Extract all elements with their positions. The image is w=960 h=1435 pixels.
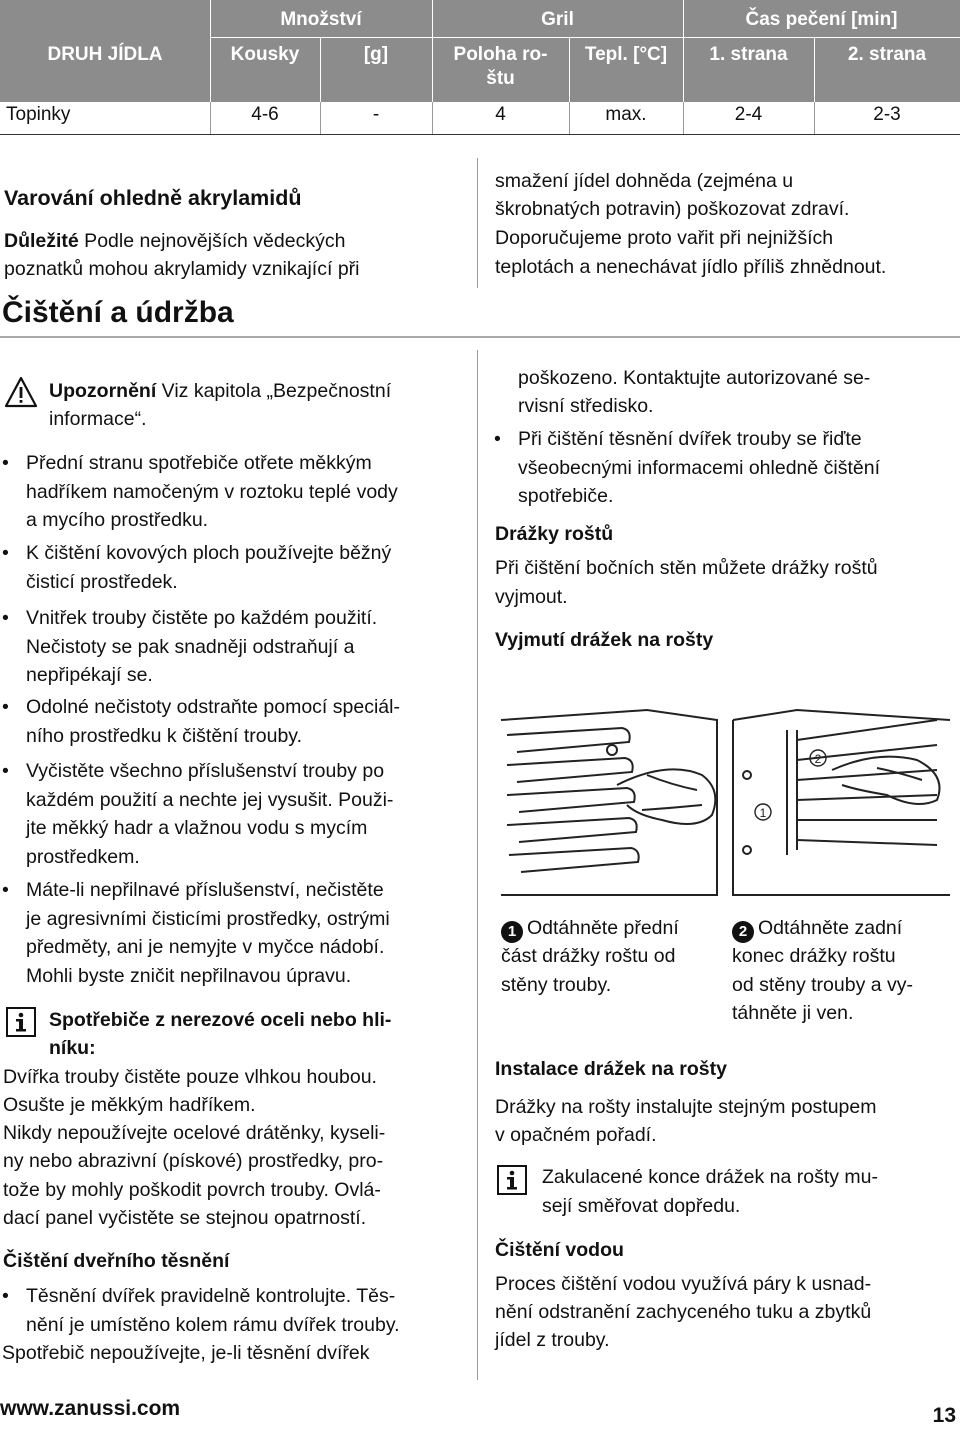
- table-divider: [210, 37, 960, 38]
- warning-icon: [4, 376, 38, 408]
- bullet-line: ního prostředku k čištění trouby.: [26, 724, 303, 747]
- seal-title: Čištění dveřního těsnění: [3, 1250, 230, 1272]
- step2-line1: [732, 914, 902, 943]
- header-strana1: 1. strana: [709, 44, 788, 65]
- table-bottom-rule: [0, 134, 960, 135]
- bullet-line: spotřebiče.: [518, 485, 614, 507]
- bullet-line: a mycího prostředku.: [26, 509, 209, 531]
- bullet-line: jte měkký hadr a vlažnou vodu s mycím: [26, 817, 368, 839]
- acrylamide-right-line4: teplotách a nenechávat jídlo příliš zhnědnout.: [495, 256, 887, 278]
- cell-g: -: [372, 104, 380, 125]
- bullet-line: • K čištění kovových ploch používejte běžný: [26, 542, 392, 564]
- water-line2: nění odstranění zachyceného tuku a zbytků: [495, 1301, 872, 1323]
- header-cas: Čas pečení [min]: [745, 9, 898, 30]
- water-line1: Proces čištění vodou využívá páry k usnad-: [495, 1273, 872, 1295]
- figure-label-2: 2: [814, 752, 822, 766]
- acrylamide-right-line2: škrobnatých potravin) poškozovat zdraví.: [495, 198, 850, 220]
- shelf-line1: Při čištění bočních stěn můžete drážky roštů: [495, 557, 878, 579]
- step1-line3: stěny trouby.: [501, 974, 612, 996]
- steel-line4: ny nebo abrazivní (pískové) prostředky, pro-: [3, 1150, 384, 1172]
- install-line2: v opačném pořadí.: [495, 1124, 657, 1146]
- bullet-line: nění je umístěno kolem rámu dvířek trouby.: [26, 1313, 400, 1336]
- figure-label-1: 1: [759, 806, 767, 820]
- shelf-title: Drážky roštů: [495, 523, 614, 545]
- bullet-line: • Vnitřek trouby čistěte po každém použití.: [26, 607, 378, 629]
- warning-text: Viz kapitola „Bezpečnostní: [156, 380, 392, 402]
- step2-line3: od stěny trouby a vy-: [732, 974, 914, 996]
- warning-line1: [49, 377, 391, 406]
- header-kousky: Kousky: [230, 44, 300, 65]
- right-p1-line2: rvisní středisko.: [518, 395, 654, 417]
- header-strana2: 2. strana: [847, 44, 927, 65]
- step1-line2: část drážky roštu od: [501, 945, 676, 967]
- bullet-line: nepřipékají se.: [26, 664, 153, 686]
- steel-line5: tože by mohly poškodit povrch trouby. Ovlá-: [3, 1179, 381, 1201]
- water-line3: jídel z trouby.: [495, 1329, 610, 1351]
- cooking-table: [0, 0, 960, 136]
- steel-line3: Nikdy nepoužívejte ocelové drátěnky, kyseli-: [3, 1122, 386, 1144]
- acrylamide-lead: Důležité: [4, 230, 79, 252]
- acrylamide-left-line1: [4, 227, 345, 256]
- header-g: [g]: [363, 44, 389, 65]
- header-druh: DRUH JÍDLA: [47, 44, 163, 65]
- bullet-line: Spotřebič nepoužívejte, je-li těsnění dvířek: [2, 1342, 370, 1364]
- water-title: Čištění vodou: [495, 1239, 624, 1261]
- header-mnozstvi: Množství: [280, 9, 362, 30]
- page-number: 13: [932, 1404, 956, 1427]
- info-line1: Zakulacené konce drážek na rošty mu-: [542, 1166, 878, 1188]
- cell-poloha: 4: [495, 104, 506, 125]
- acrylamide-left-text1: Podle nejnovějších vědeckých: [78, 230, 346, 252]
- footer-url[interactable]: www.zanussi.com: [0, 1397, 181, 1420]
- bullet-line: všeobecnými informacemi ohledně čištění: [518, 456, 881, 479]
- cell-tepl: max.: [605, 104, 647, 125]
- right-p1-line1: poškozeno. Kontaktujte autorizované se-: [518, 367, 871, 389]
- info-icon: [497, 1165, 527, 1195]
- section-rule: [0, 336, 960, 338]
- bullet-line: Nečistoty se pak snadněji odstraňují a: [26, 635, 355, 658]
- column-divider: [477, 350, 478, 1380]
- remove-title: Vyjmutí drážek na rošty: [495, 629, 714, 651]
- list-item: [518, 425, 880, 511]
- step2-line2: konec drážky roštu: [732, 945, 896, 967]
- install-line1: Drážky na rošty instalujte stejným postupem: [495, 1096, 877, 1118]
- acrylamide-right-line3: Doporučujeme proto vařit při nejnižších: [495, 227, 834, 249]
- list-item: [26, 539, 391, 596]
- step1-text1: Odtáhněte přední: [527, 917, 679, 939]
- column-divider: [477, 158, 478, 288]
- step1-line1: [501, 914, 679, 943]
- acrylamide-right-line1: smažení jídel dohněda (zejména u: [495, 170, 794, 192]
- steel-line2: Osušte je měkkým hadříkem.: [3, 1094, 256, 1116]
- list-item: [26, 604, 377, 690]
- bullet-line: • Těsnění dvířek pravidelně kontrolujte. Těs-: [26, 1285, 396, 1307]
- step2-text1: Odtáhněte zadní: [758, 917, 903, 939]
- warning-line2: informace“.: [49, 408, 147, 430]
- list-item: [2, 1282, 400, 1368]
- warning-label: Upozornění: [49, 380, 157, 402]
- bullet-line: každém použití a nechte jej vysušit. Použi-: [26, 788, 394, 811]
- steel-title-line1: Spotřebiče z nerezové oceli nebo hli-: [49, 1009, 392, 1031]
- cell-druh: Topinky: [6, 104, 71, 125]
- cell-kousky: 4-6: [251, 104, 279, 125]
- header-tepl: Tepl. [°C]: [584, 44, 668, 65]
- list-item: [26, 757, 393, 871]
- cell-strana1: 2-4: [734, 104, 763, 125]
- step2-number-badge: 2: [732, 921, 754, 943]
- info-icon: [6, 1007, 36, 1037]
- step2-line4: táhněte ji ven.: [732, 1002, 854, 1024]
- steel-title-line2: níku:: [49, 1037, 96, 1059]
- bullet-line: Mohli byste zničit nepřilnavou úpravu.: [26, 964, 352, 987]
- section-title: Čištění a údržba: [2, 296, 234, 329]
- bullet-line: čisticí prostředek.: [26, 570, 178, 593]
- install-title: Instalace drážek na rošty: [495, 1058, 727, 1080]
- bullet-line: hadříkem namočeným v roztoku teplé vody: [26, 480, 398, 503]
- bullet-line: • Přední stranu spotřebiče otřete měkkým: [26, 452, 372, 474]
- bullet-line: předměty, ani je nemyjte v myčce nádobí.: [26, 936, 385, 958]
- list-item: [26, 876, 390, 990]
- bullet-line: • Máte-li nepřilnavé příslušenství, nečistěte: [26, 879, 384, 901]
- list-item: [26, 693, 400, 750]
- header-gril: Gril: [541, 9, 574, 30]
- header-poloha-line2: štu: [486, 68, 515, 89]
- bullet-line: • Vyčistěte všechno příslušenství trouby po: [26, 760, 385, 782]
- bullet-line: je agresivními čisticími prostředky, ostrými: [26, 907, 390, 930]
- steel-line1: Dvířka trouby čistěte pouze vlhkou houbou.: [3, 1066, 377, 1088]
- header-poloha: [432, 43, 569, 91]
- shelf-line2: vyjmout.: [495, 586, 568, 608]
- step1-number-badge: 1: [501, 921, 523, 943]
- list-item: [26, 449, 398, 535]
- bullet-line: • Odolné nečistoty odstraňte pomocí speciál-: [26, 696, 400, 718]
- bullet-line: • Při čištění těsnění dvířek trouby se řiďte: [518, 428, 862, 450]
- cell-strana2: 2-3: [873, 104, 901, 125]
- shelf-removal-illustration: [497, 690, 950, 900]
- steel-line6: dací panel vyčistěte se stejnou opatrností.: [3, 1207, 367, 1229]
- acrylamide-left-line2: poznatků mohou akrylamidy vznikající při: [4, 258, 360, 280]
- acrylamide-title: Varování ohledně akrylamidů: [4, 186, 302, 210]
- bullet-line: prostředkem.: [26, 845, 140, 868]
- header-poloha-line1: Poloha ro-: [453, 44, 548, 65]
- info-line2: sejí směřovat dopředu.: [542, 1195, 741, 1217]
